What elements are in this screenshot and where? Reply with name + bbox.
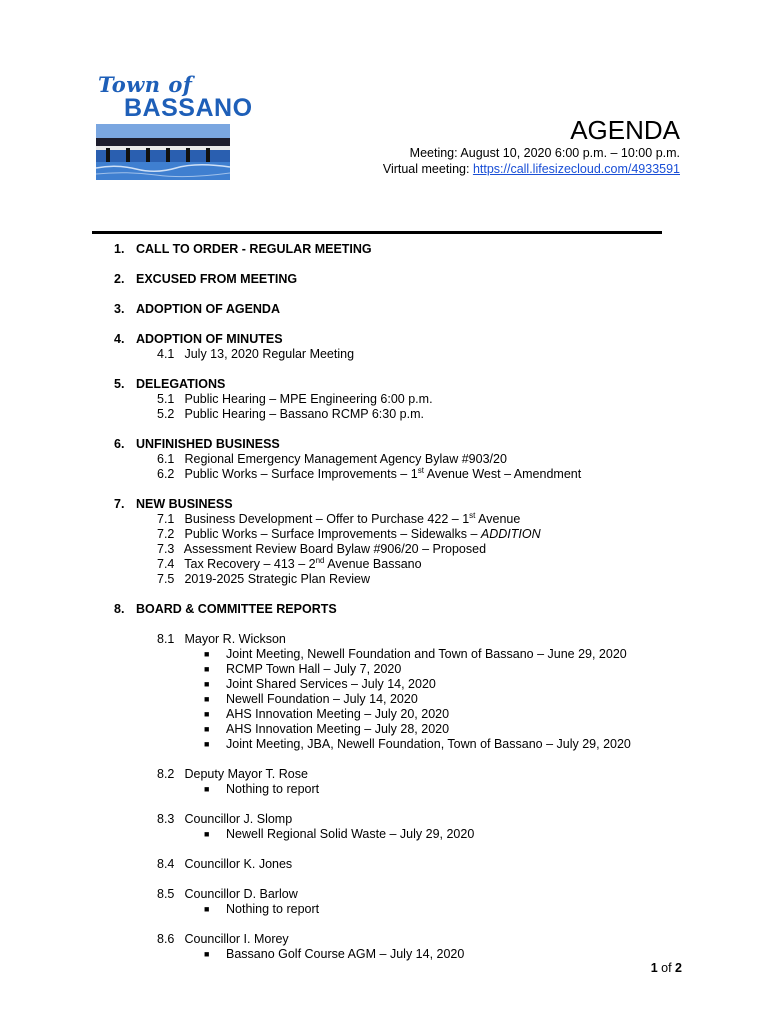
sub-item-text: Assessment Review Board Bylaw #906/20 – Proposed: [183, 542, 487, 556]
report-bullet: ■ Joint Shared Services – July 14, 2020: [204, 677, 436, 691]
sub-item-text: Tax Recovery – 413 – 2nd Avenue Bassano: [184, 555, 422, 571]
sub-item-text: 2019-2025 Strategic Plan Review: [184, 572, 371, 586]
report-bullet: ■ Joint Meeting, Newell Foundation and Town of Bassano – June 29, 2020: [204, 647, 627, 661]
section-title: CALL TO ORDER - REGULAR MEETING: [136, 242, 372, 256]
agenda-section: [114, 272, 694, 287]
sub-item-number: 7.1: [157, 512, 175, 526]
report-bullet: ■ Nothing to report: [204, 902, 320, 916]
logo-name-text: BASSANO: [124, 94, 253, 122]
page-of: of: [661, 961, 672, 975]
report-number: 8.3: [157, 812, 175, 826]
page-number: [651, 961, 682, 975]
section-title: BOARD & COMMITTEE REPORTS: [136, 602, 337, 616]
section-title: NEW BUSINESS: [136, 497, 233, 511]
sub-item-text: July 13, 2020 Regular Meeting: [184, 347, 355, 361]
report-member: Deputy Mayor T. Rose: [184, 767, 308, 781]
square-bullet-icon: ■: [204, 949, 210, 959]
report-member: Mayor R. Wickson: [184, 632, 286, 646]
sub-item-text: Business Development – Offer to Purchase 422 – 1st Avenue: [184, 510, 521, 526]
agenda-sub-item: [157, 512, 694, 527]
sub-item-number: 6.1: [157, 452, 175, 466]
section-title: ADOPTION OF MINUTES: [136, 332, 283, 346]
agenda-list: [114, 242, 694, 977]
section-title: DELEGATIONS: [136, 377, 226, 391]
logo-bridge-image: [96, 124, 230, 180]
report-bullet: ■ Bassano Golf Course AGM – July 14, 2020: [204, 947, 465, 961]
square-bullet-icon: ■: [204, 829, 210, 839]
report-bullet: ■ AHS Innovation Meeting – July 20, 2020: [204, 707, 450, 721]
square-bullet-icon: ■: [204, 694, 210, 704]
town-of-bassano-logo: [96, 72, 253, 180]
agenda-sub-item: [157, 572, 694, 587]
report-number: 8.2: [157, 767, 175, 781]
report-bullet: ■ RCMP Town Hall – July 7, 2020: [204, 662, 402, 676]
meeting-value: August 10, 2020 6:00 p.m. – 10:00 p.m.: [460, 146, 680, 160]
sub-item-number: 7.5: [157, 572, 175, 586]
square-bullet-icon: ■: [204, 739, 210, 749]
sub-item-number: 6.2: [157, 467, 175, 481]
virtual-meeting-link[interactable]: https://call.lifesizecloud.com/4933591: [472, 162, 680, 176]
report-member: Councillor I. Morey: [184, 932, 289, 946]
addition-label: ADDITION: [480, 527, 541, 541]
section-number: 2.: [114, 272, 125, 286]
agenda-sub-item: [157, 527, 694, 542]
section-number: 4.: [114, 332, 125, 346]
square-bullet-icon: ■: [204, 709, 210, 719]
square-bullet-icon: ■: [204, 679, 210, 689]
report-bullet: ■ Nothing to report: [204, 782, 320, 796]
sub-item-text: Public Works – Surface Improvements – Sidewalks – ADDITION: [184, 527, 541, 541]
agenda-section: [114, 332, 694, 362]
meeting-prefix: Meeting:: [409, 146, 458, 160]
agenda-section: [114, 497, 694, 587]
agenda-section: [114, 377, 694, 422]
sub-item-number: 5.2: [157, 407, 175, 421]
meeting-time-line: [410, 146, 680, 160]
square-bullet-icon: ■: [204, 724, 210, 734]
committee-report: [114, 887, 694, 917]
report-bullet: ■ Joint Meeting, JBA, Newell Foundation, Town of Bassano – July 29, 2020: [204, 737, 631, 751]
section-number: 7.: [114, 497, 125, 511]
square-bullet-icon: ■: [204, 649, 210, 659]
report-member: Councillor K. Jones: [184, 857, 293, 871]
sub-item-number: 7.3: [157, 542, 175, 556]
agenda-section: [114, 242, 694, 257]
sub-item-text: Public Hearing – MPE Engineering 6:00 p.m.: [184, 392, 433, 406]
header-divider: [92, 231, 662, 234]
agenda-section: [114, 437, 694, 482]
report-number: 8.5: [157, 887, 175, 901]
agenda-title: AGENDA: [570, 115, 680, 145]
square-bullet-icon: ■: [204, 904, 210, 914]
sub-item-number: 4.1: [157, 347, 175, 361]
committee-report: [114, 632, 694, 752]
committee-report: [114, 767, 694, 797]
agenda-sub-item: [157, 557, 694, 572]
sub-item-number: 7.4: [157, 557, 175, 571]
virtual-prefix: Virtual meeting:: [382, 162, 470, 176]
report-bullet: ■ Newell Regional Solid Waste – July 29, 2020: [204, 827, 475, 841]
committee-report: [114, 812, 694, 842]
square-bullet-icon: ■: [204, 664, 210, 674]
section-title: EXCUSED FROM MEETING: [136, 272, 298, 286]
report-bullet: ■ Newell Foundation – July 14, 2020: [204, 692, 418, 706]
sub-item-number: 7.2: [157, 527, 175, 541]
agenda-sub-item: [157, 392, 694, 407]
section-number: 6.: [114, 437, 125, 451]
agenda-sub-item: [157, 347, 694, 362]
agenda-section: [114, 602, 694, 962]
section-number: 8.: [114, 602, 125, 616]
virtual-meeting-line: [383, 162, 680, 176]
committee-report: [114, 932, 694, 962]
report-bullet: ■ AHS Innovation Meeting – July 28, 2020: [204, 722, 450, 736]
section-title: UNFINISHED BUSINESS: [136, 437, 280, 451]
sub-item-text: Public Works – Surface Improvements – 1st Avenue West – Amendment: [184, 465, 582, 481]
agenda-sub-item: [157, 407, 694, 422]
section-number: 1.: [114, 242, 125, 256]
report-member: Councillor J. Slomp: [184, 812, 293, 826]
page-total: 2: [675, 961, 682, 975]
report-number: 8.4: [157, 857, 175, 871]
agenda-sub-item: [157, 542, 694, 557]
logo-town-text: Town of: [98, 72, 193, 97]
report-number: 8.6: [157, 932, 175, 946]
sub-item-number: 5.1: [157, 392, 175, 406]
agenda-section: [114, 302, 694, 317]
agenda-sub-item: [157, 467, 694, 482]
square-bullet-icon: ■: [204, 784, 210, 794]
section-title: ADOPTION OF AGENDA: [136, 302, 280, 316]
sub-item-text: Regional Emergency Management Agency Bylaw #903/20: [184, 452, 507, 466]
report-member: Councillor D. Barlow: [184, 887, 298, 901]
section-number: 3.: [114, 302, 125, 316]
agenda-sub-item: [157, 452, 694, 467]
sub-item-text: Public Hearing – Bassano RCMP 6:30 p.m.: [184, 407, 424, 421]
report-number: 8.1: [157, 632, 175, 646]
committee-report: [114, 857, 694, 872]
section-number: 5.: [114, 377, 125, 391]
page-current: 1: [650, 961, 658, 975]
